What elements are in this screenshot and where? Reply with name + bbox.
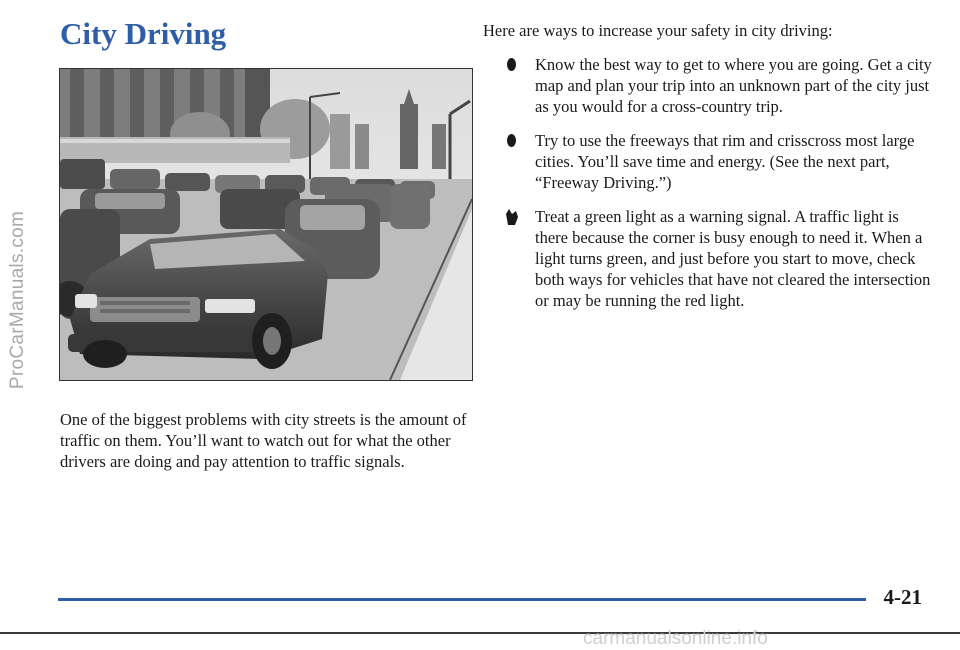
side-watermark-text: ProCarManuals.com [7,210,28,390]
list-item-text: Treat a green light as a warning signal. A traffic light is there because the corner is busy enough to need it. When a light turns green, and just before you start to move, check both ways for vehicles that have not cleared the intersection or may be running the red light. [535,207,931,310]
intro-text: Here are ways to increase your safety in city driving: [483,21,833,40]
list-item-text: Know the best way to get to where you are going. Get a city map and plan your trip into an unknown part of the city just as you would for a cross-country trip. [535,55,932,116]
bottom-divider [0,632,960,634]
bullet-dot-icon [507,58,516,71]
list-item [505,54,935,117]
bullet-dot-icon [507,134,516,147]
warning-icon [505,208,519,226]
list-item-text: Try to use the freeways that rim and crisscross most large cities. You’ll save time and energy. (See the next part, “Freeway Driving.”) [535,131,915,192]
body-paragraph: One of the biggest problems with city streets is the amount of traffic on them. You’ll want to watch out for what the other drivers are doing and pay attention to traffic signals. [60,410,467,471]
page-title: City Driving [60,16,227,51]
city-traffic-illustration [59,68,473,381]
list-item [505,130,935,193]
side-watermark [4,120,32,480]
page-number: 4-21 [883,585,922,609]
safety-tips-list [505,54,935,324]
footer-watermark: carmanualsonline.info [583,628,768,649]
footer-rule [58,598,866,601]
list-item [505,206,935,311]
